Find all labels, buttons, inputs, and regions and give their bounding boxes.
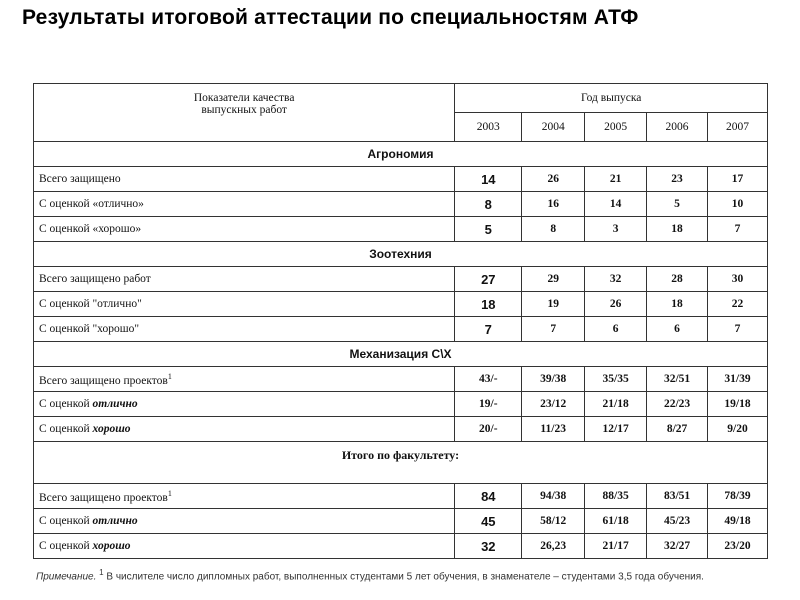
row-label xyxy=(34,317,455,342)
value-cell-2004: 8 xyxy=(522,217,585,242)
value-cell-2004: 58/12 xyxy=(522,509,585,534)
indicator-header xyxy=(34,84,455,142)
section-row xyxy=(34,342,768,367)
row-label xyxy=(34,192,455,217)
row-label-emphasis: отлично xyxy=(92,515,138,527)
value-cell-2006: 23 xyxy=(647,167,708,192)
value-cell-2003: 32 xyxy=(455,534,522,559)
row-label-text: С оценкой xyxy=(39,423,93,435)
value-cell-2003: 84 xyxy=(455,484,522,509)
section-row xyxy=(34,242,768,267)
value-cell-2005: 14 xyxy=(585,192,647,217)
section-title: Зоотехния xyxy=(34,242,768,267)
row-label xyxy=(34,217,455,242)
note-text: В числителе число дипломных работ, выполненных студентами 5 лет обучения, в знаменателе – студентами 3,5 года обучения. xyxy=(103,571,704,583)
year-header-2005: 2005 xyxy=(585,113,647,142)
table-row xyxy=(34,292,768,317)
value-cell-2006: 22/23 xyxy=(647,392,708,417)
value-cell-2007: 22 xyxy=(708,292,768,317)
row-label-text: С оценкой xyxy=(39,398,93,410)
year-header-2003: 2003 xyxy=(455,113,522,142)
row-label-emphasis: хорошо xyxy=(92,423,131,435)
value-cell-2004: 16 xyxy=(522,192,585,217)
value-cell-2005: 21/18 xyxy=(585,392,647,417)
row-label-emphasis: хорошо xyxy=(92,540,131,552)
row-label xyxy=(34,267,455,292)
row-label-text: С оценкой xyxy=(39,515,93,527)
section-row xyxy=(34,442,768,484)
value-cell-2007: 10 xyxy=(708,192,768,217)
header-row xyxy=(34,84,768,113)
table-row xyxy=(34,167,768,192)
value-cell-2007: 31/39 xyxy=(708,367,768,392)
value-cell-2005: 6 xyxy=(585,317,647,342)
value-cell-2004: 39/38 xyxy=(522,367,585,392)
value-cell-2006: 6 xyxy=(647,317,708,342)
row-label-text: Всего защищено проектов xyxy=(39,374,168,387)
value-cell-2004: 7 xyxy=(522,317,585,342)
row-label xyxy=(34,292,455,317)
value-cell-2005: 88/35 xyxy=(585,484,647,509)
table-row xyxy=(34,392,768,417)
value-cell-2003: 14 xyxy=(455,167,522,192)
table-row xyxy=(34,509,768,534)
value-cell-2004: 11/23 xyxy=(522,417,585,442)
value-cell-2005: 32 xyxy=(585,267,647,292)
table-row xyxy=(34,267,768,292)
value-cell-2006: 5 xyxy=(647,192,708,217)
value-cell-2004: 29 xyxy=(522,267,585,292)
value-cell-2003: 43/- xyxy=(455,367,522,392)
indicator-header-text: Показатели качества выпускных работ xyxy=(193,92,295,116)
table-row xyxy=(34,534,768,559)
row-label xyxy=(34,417,455,442)
value-cell-2007: 9/20 xyxy=(708,417,768,442)
value-cell-2003: 7 xyxy=(455,317,522,342)
year-header-2004: 2004 xyxy=(522,113,585,142)
value-cell-2006: 32/51 xyxy=(647,367,708,392)
value-cell-2007: 7 xyxy=(708,217,768,242)
value-cell-2006: 8/27 xyxy=(647,417,708,442)
value-cell-2007: 49/18 xyxy=(708,509,768,534)
footnote xyxy=(36,566,766,583)
value-cell-2007: 30 xyxy=(708,267,768,292)
year-header-2007: 2007 xyxy=(708,113,768,142)
row-label-text: С оценкой xyxy=(39,540,93,552)
table-row xyxy=(34,317,768,342)
year-header-2006: 2006 xyxy=(647,113,708,142)
table-row xyxy=(34,417,768,442)
value-cell-2005: 21 xyxy=(585,167,647,192)
row-label xyxy=(34,509,455,534)
value-cell-2003: 18 xyxy=(455,292,522,317)
value-cell-2006: 45/23 xyxy=(647,509,708,534)
footnote-ref: 1 xyxy=(167,488,172,498)
row-label-text: Всего защищено xyxy=(39,173,121,185)
table-row xyxy=(34,484,768,509)
row-label-text: С оценкой "отлично" xyxy=(39,298,142,310)
row-label xyxy=(34,534,455,559)
section-row xyxy=(34,142,768,167)
value-cell-2004: 94/38 xyxy=(522,484,585,509)
footnote-ref: 1 xyxy=(167,371,172,381)
page-title: Результаты итоговой аттестации по специальностям АТФ xyxy=(22,6,639,29)
value-cell-2006: 18 xyxy=(647,217,708,242)
value-cell-2003: 27 xyxy=(455,267,522,292)
row-label xyxy=(34,367,455,392)
value-cell-2004: 26,23 xyxy=(522,534,585,559)
year-group-header: Год выпуска xyxy=(455,84,768,113)
value-cell-2005: 12/17 xyxy=(585,417,647,442)
table-row xyxy=(34,217,768,242)
row-label-emphasis: отлично xyxy=(92,398,138,410)
value-cell-2005: 3 xyxy=(585,217,647,242)
value-cell-2003: 19/- xyxy=(455,392,522,417)
section-title: Агрономия xyxy=(34,142,768,167)
value-cell-2003: 45 xyxy=(455,509,522,534)
row-label-text: С оценкой "хорошо" xyxy=(39,323,140,335)
row-label xyxy=(34,167,455,192)
value-cell-2007: 19/18 xyxy=(708,392,768,417)
row-label xyxy=(34,484,455,509)
row-label xyxy=(34,392,455,417)
row-label-text: С оценкой «хорошо» xyxy=(39,223,142,235)
value-cell-2004: 23/12 xyxy=(522,392,585,417)
value-cell-2005: 35/35 xyxy=(585,367,647,392)
value-cell-2005: 21/17 xyxy=(585,534,647,559)
note-sup: 1 xyxy=(99,568,104,577)
value-cell-2003: 20/- xyxy=(455,417,522,442)
value-cell-2006: 83/51 xyxy=(647,484,708,509)
table-row xyxy=(34,192,768,217)
value-cell-2004: 19 xyxy=(522,292,585,317)
row-label-text: Всего защищено проектов xyxy=(39,491,168,504)
section-title: Итого по факультету: xyxy=(34,442,768,484)
table-row xyxy=(34,367,768,392)
results-table xyxy=(33,83,768,559)
value-cell-2006: 28 xyxy=(647,267,708,292)
value-cell-2007: 78/39 xyxy=(708,484,768,509)
value-cell-2007: 7 xyxy=(708,317,768,342)
value-cell-2007: 23/20 xyxy=(708,534,768,559)
value-cell-2005: 61/18 xyxy=(585,509,647,534)
value-cell-2003: 5 xyxy=(455,217,522,242)
value-cell-2005: 26 xyxy=(585,292,647,317)
value-cell-2007: 17 xyxy=(708,167,768,192)
value-cell-2006: 32/27 xyxy=(647,534,708,559)
row-label-text: Всего защищено работ xyxy=(39,273,151,285)
value-cell-2003: 8 xyxy=(455,192,522,217)
note-prefix: Примечание. xyxy=(36,571,97,583)
row-label-text: С оценкой «отлично» xyxy=(39,198,144,210)
section-title: Механизация С\Х xyxy=(34,342,768,367)
value-cell-2006: 18 xyxy=(647,292,708,317)
value-cell-2004: 26 xyxy=(522,167,585,192)
